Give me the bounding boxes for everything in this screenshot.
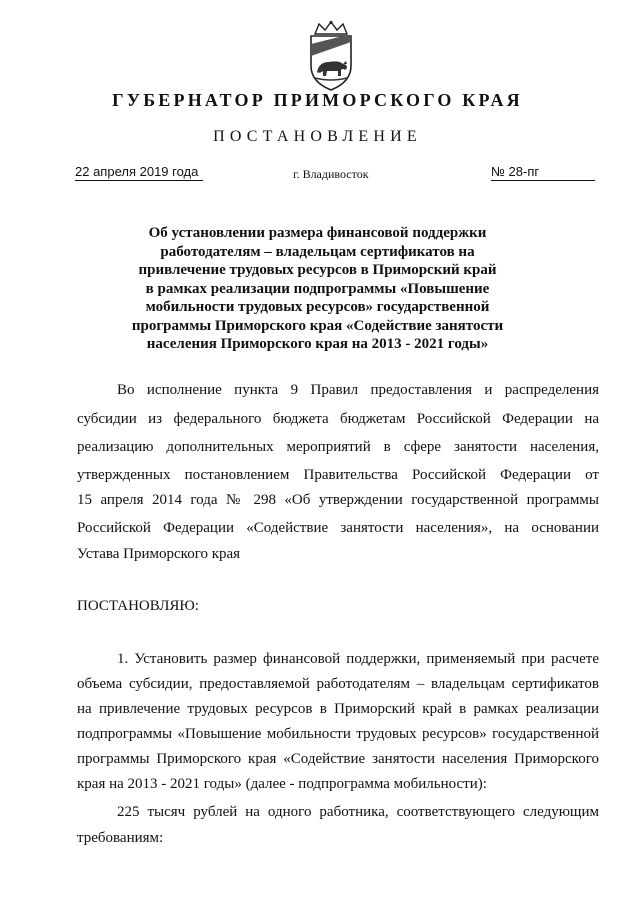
decree-number: № 28-пг xyxy=(491,164,595,181)
heading-line: населения Приморского края на 2013 - 2021 годы» xyxy=(146,336,489,352)
coat-of-arms-icon xyxy=(299,20,363,92)
heading-line: программы Приморского края «Содействие занятости xyxy=(131,317,504,334)
preamble-line: Устава Приморского края xyxy=(77,546,241,562)
amount-line: 225 тысяч рублей на одного работника, соответствующего следующим xyxy=(117,804,599,820)
decree-heading xyxy=(0,224,635,354)
clause-line: подпрограммы «Повышение мобильности трудовых ресурсов» государственной xyxy=(77,726,599,742)
heading-line: Об установлении размера финансовой поддержки xyxy=(148,225,487,241)
clause-line: края на 2013 - 2021 годы» (далее - подпрограмма мобильности): xyxy=(77,776,487,792)
preamble-line: субсидии из федерального бюджета бюджетам Российской Федерации на xyxy=(77,411,599,427)
clause-line: программы Приморского края «Содействие занятости населения Приморского xyxy=(77,751,599,767)
amount-line: требованиям: xyxy=(77,830,164,846)
preamble-line: 15 апреля 2014 года № 298 «Об утверждении государственной программы xyxy=(77,492,599,508)
heading-line: привлечение трудовых ресурсов в Приморский край xyxy=(138,262,497,278)
clause-line: объема субсидии, предоставляемой работодателям – владельцам сертификатов xyxy=(77,676,599,692)
clause-line: 1. Установить размер финансовой поддержки, применяемый при расчете xyxy=(117,651,599,667)
clause-line: на привлечение трудовых ресурсов в Приморский край в рамках реализации xyxy=(77,701,599,717)
decree-date: 22 апреля 2019 года xyxy=(75,164,203,181)
authority-title: ГУБЕРНАТОР ПРИМОРСКОГО КРАЯ xyxy=(112,90,523,110)
preamble-line: Во исполнение пункта 9 Правил предоставления и распределения xyxy=(117,382,599,398)
preamble-line: Российской Федерации «Содействие занятости населения», на основании xyxy=(77,520,599,536)
document-type-title: ПОСТАНОВЛЕНИЕ xyxy=(213,128,422,145)
heading-line: работодателям – владельцам сертификатов на xyxy=(160,243,475,260)
preamble-line: утвержденных постановлением Правительства Российской Федерации от xyxy=(77,467,599,483)
resolve-word: ПОСТАНОВЛЯЮ: xyxy=(77,598,199,614)
heading-line: мобильности трудовых ресурсов» государственной xyxy=(145,299,490,315)
heading-line: в рамках реализации подпрограммы «Повышение xyxy=(145,280,490,297)
preamble-line: реализацию дополнительных мероприятий в сфере занятости населения, xyxy=(77,439,599,455)
decree-city: г. Владивосток xyxy=(293,167,369,181)
